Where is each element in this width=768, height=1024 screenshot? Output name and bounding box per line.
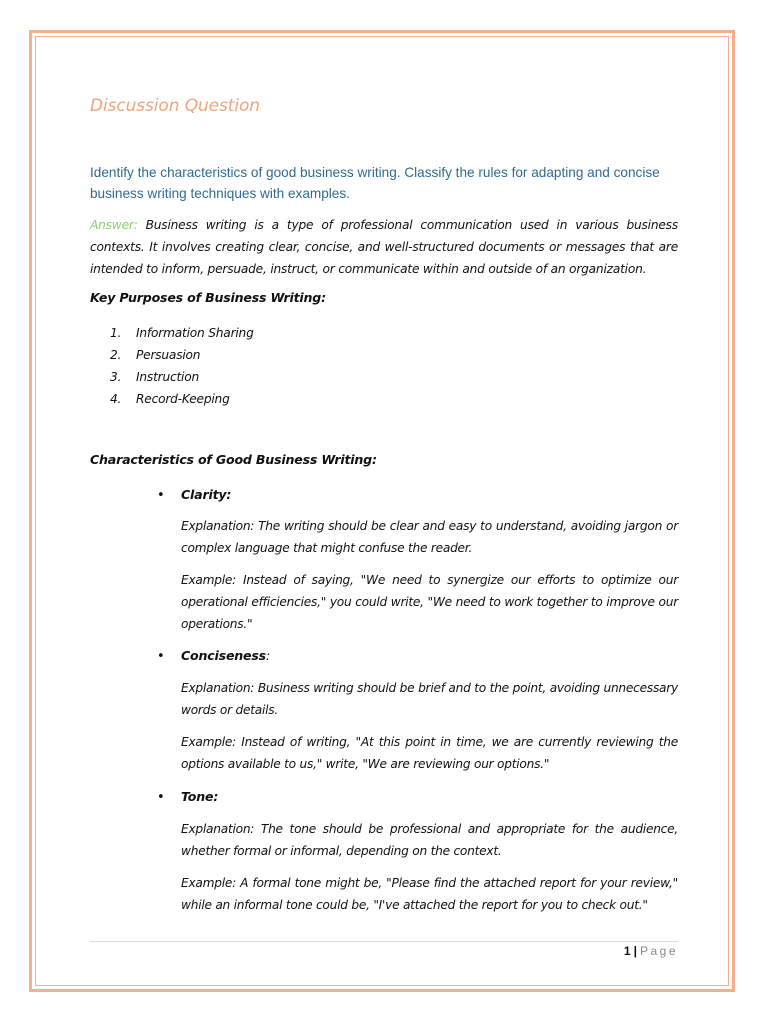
list-item: 3. Instruction (110, 370, 200, 384)
clarity-explanation: Explanation: The writing should be clear and easy to understand, avoiding jargon or complex language that might confuse the reader. (181, 519, 678, 555)
discussion-question: Identify the characteristics of good business writing. Classify the rules for adapting and concise business writing techniques with examples. (90, 165, 660, 201)
characteristic-conciseness: • Conciseness: (157, 645, 270, 668)
conciseness-example: Example: Instead of writing, "At this point in time, we are currently reviewing the options available to us," write, "We are reviewing our options." (181, 735, 678, 771)
characteristic-clarity (157, 484, 231, 507)
list-item: 4. Record-Keeping (110, 392, 230, 406)
purposes-list (110, 322, 254, 410)
footer-divider (90, 941, 678, 942)
tone-explanation: Explanation: The tone should be professional and appropriate for the audience, whether formal or informal, depending on the context. (181, 822, 678, 858)
answer-paragraph (90, 214, 678, 280)
section-heading: Discussion Question (90, 96, 260, 116)
answer-text: Business writing is a type of professional communication used in various business contexts. It involves creating clear, concise, and well-structured documents or messages that are intended to inform, persuade, instruct, or communicate within and outside of an organization. (90, 218, 678, 276)
bullet-icon: • (157, 649, 165, 664)
bullet-icon: • (157, 790, 165, 805)
clarity-example: Example: Instead of saying, "We need to synergize our efforts to optimize our operational efficiencies," you could write, "We need to work together to improve our operations." (181, 573, 678, 631)
bullet-icon: • (157, 488, 165, 503)
page-word: Page (639, 944, 678, 958)
characteristic-title: Conciseness (181, 648, 266, 663)
characteristic-tone (157, 786, 218, 809)
characteristic-title: Tone: (181, 789, 219, 804)
characteristic-title: Clarity: (181, 487, 232, 502)
answer-label: Answer: (90, 218, 138, 232)
page-separator: | (633, 944, 637, 958)
page-footer (624, 944, 678, 958)
list-item: 2. Persuasion (110, 348, 201, 362)
characteristics-heading: Characteristics of Good Business Writing: (90, 452, 377, 467)
purposes-heading: Key Purposes of Business Writing: (90, 290, 326, 305)
list-item: 1. Information Sharing (110, 326, 254, 340)
tone-example: Example: A formal tone might be, "Please find the attached report for your review," while an informal tone could be, "I've attached the report for you to check out." (181, 876, 678, 912)
page-number: 1 (623, 944, 631, 958)
conciseness-explanation: Explanation: Business writing should be brief and to the point, avoiding unnecessary words or details. (181, 681, 678, 717)
